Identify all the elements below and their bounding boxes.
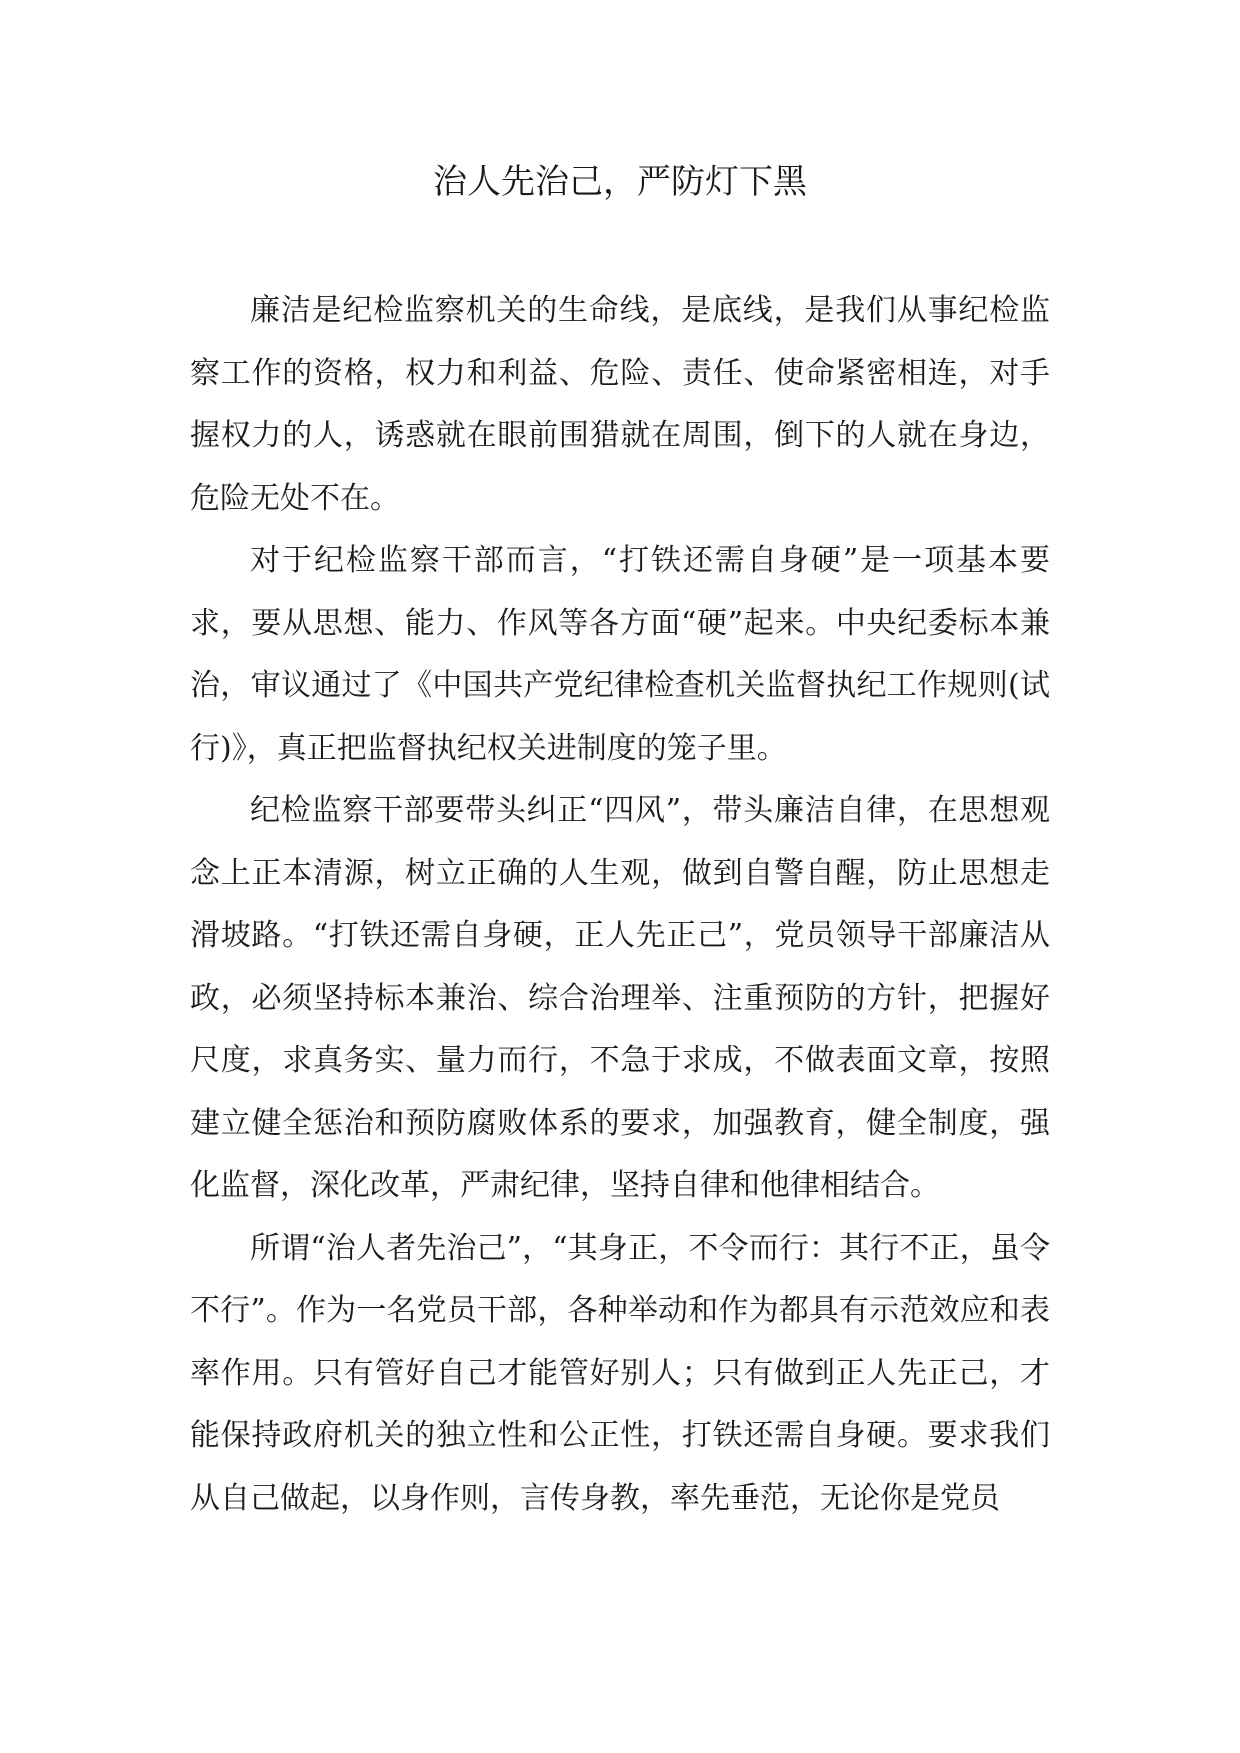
document-title: 治人先治己，严防灯下黑 [433,162,807,202]
paragraph: 对于纪检监察干部而言，“打铁还需自身硬”是一项基本要求，要从思想、能力、作风等各方面“硬”起来。中央纪委标本兼治，审议通过了《中国共产党纪律检查机关监督执纪工作规则(试行)》，真正把监督执纪权关进制度的笼子里。 [190,543,1050,766]
paragraph: 廉洁是纪检监察机关的生命线，是底线，是我们从事纪检监察工作的资格，权力和利益、危险、责任、使命紧密相连，对手握权力的人，诱惑就在眼前围猎就在周围，倒下的人就在身边，危险无处不在。 [190,293,1050,516]
paragraph: 纪检监察干部要带头纠正“四风”，带头廉洁自律，在思想观念上正本清源，树立正确的人生观，做到自警自醒，防止思想走滑坡路。“打铁还需自身硬，正人先正己”，党员领导干部廉洁从政，必须坚持标本兼治、综合治理举、注重预防的方针，把握好尺度，求真务实、量力而行，不急于求成，不做表面文章，按照建立健全惩治和预防腐败体系的要求，加强教育，健全制度，强化监督，深化改革，严肃纪律，坚持自律和他律相结合。 [190,793,1050,1203]
paragraph: 所谓“治人者先治己”，“其身正，不令而行：其行不正，虽令不行”。作为一名党员干部，各种举动和作为都具有示范效应和表率作用。只有管好自己才能管好别人；只有做到正人先正己，才能保持政府机关的独立性和公正性，打铁还需自身硬。要求我们从自己做起，以身作则，言传身教，率先垂范，无论你是党员 [190,1230,1050,1516]
document-body [190,280,1050,1530]
